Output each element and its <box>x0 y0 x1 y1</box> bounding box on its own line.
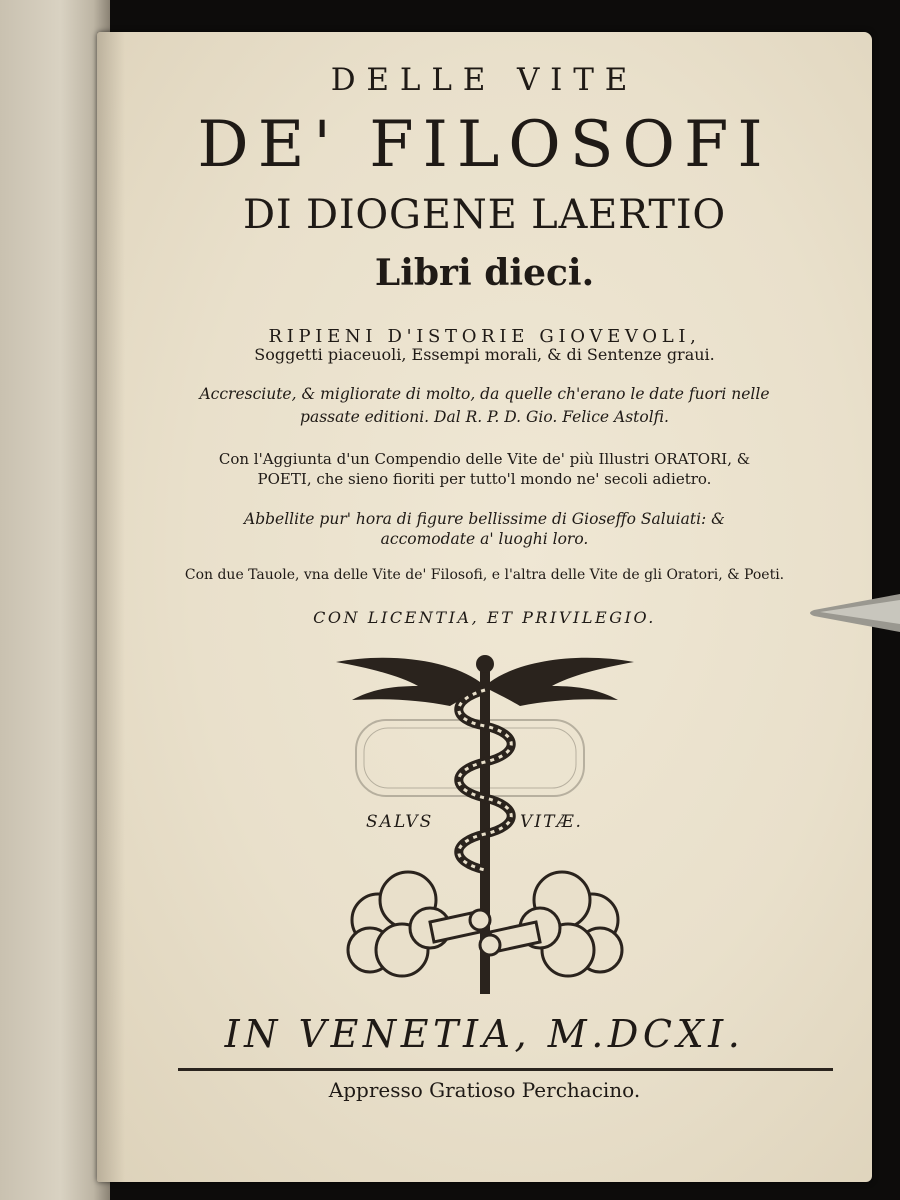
title-line-libri: Libri dieci. <box>374 252 595 294</box>
title-line-diogene: DI DIOGENE LAERTIO <box>242 192 727 238</box>
edition-line-2: passate editioni. Dal R. P. D. Gio. Felice Astolfi. <box>300 408 669 426</box>
title-line-filosofi: DE' FILOSOFI <box>197 108 772 182</box>
imprint-place-date: IN VENETIA, M.DCXI. <box>224 1012 745 1056</box>
subtitle-soggetti: Soggetti piaceuoli, Essempi morali, & di Sentenze graui. <box>254 345 715 364</box>
license-line: CON LICENTIA, ET PRIVILEGIO. <box>313 608 656 627</box>
library-stamp-icon <box>356 720 584 796</box>
addition-line-2: POETI, che sieno fioriti per tutto'l mondo ne' secoli adietro. <box>257 470 712 488</box>
figures-line-2: accomodate a' luoghi loro. <box>380 530 589 548</box>
addition-line-1: Con l'Aggiunta d'un Compendio delle Vite de' più Illustri ORATORI, & <box>218 450 751 468</box>
motto-salus: SALVS <box>366 812 434 832</box>
bookmark-pointer-icon <box>806 590 900 636</box>
left-page-edge <box>0 0 110 1200</box>
title-line-delle-vite: DELLE VITE <box>330 62 639 98</box>
tables-line: Con due Tauole, vna delle Vite de' Filosofi, e l'altra delle Vite de gli Oratori, & Poeti. <box>184 567 785 583</box>
imprint-printer: Appresso Gratioso Perchacino. <box>328 1078 641 1102</box>
figures-line-1: Abbellite pur' hora di figure bellissime di Gioseffo Saluiati: & <box>244 510 725 528</box>
edition-line-1: Accresciute, & migliorate di molto, da quelle ch'erano le date fuori nelle <box>199 385 770 403</box>
motto-vitae: VITÆ. <box>520 812 583 832</box>
imprint-rule <box>178 1068 833 1071</box>
subtitle-ripieni: RIPIENI D'ISTORIE GIOVEVOLI, <box>268 326 701 347</box>
